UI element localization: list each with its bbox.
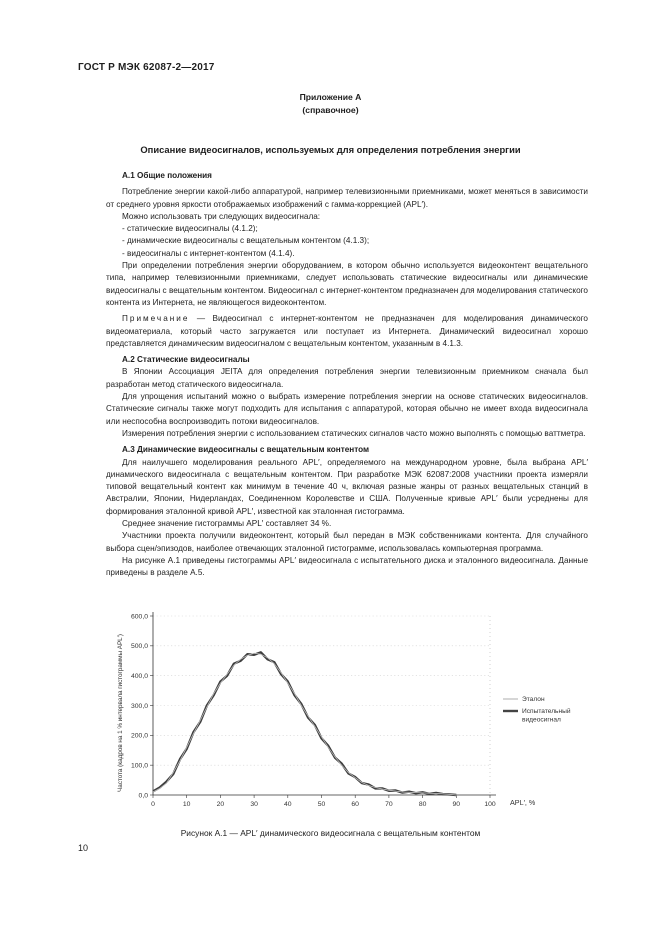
x-axis-label: APL′, % [510, 798, 536, 807]
annex-body [106, 170, 588, 580]
paragraph: Для упрощения испытаний можно о выбрать измерение потребления энергии на основе статических видеосигналов. Статические сигналы также могут подходить для испытания с аппаратурой, которая обычно не имеет входа видеосигнала или неспособна воспроизводить потоки видеосигналов. [106, 392, 588, 426]
x-tick-label: 100 [484, 801, 496, 808]
chart-series [153, 652, 456, 795]
y-tick-label: 300,0 [130, 702, 148, 710]
y-tick-label: 200,0 [130, 732, 148, 740]
x-tick-label: 10 [182, 801, 191, 808]
x-tick-label: 40 [284, 801, 292, 808]
legend-label-test-signal [522, 707, 572, 724]
chart-legend [503, 696, 572, 724]
x-tick-label: 70 [385, 801, 393, 808]
paragraph: На рисунке А.1 приведены гистограммы APL′ видеосигнала с испытательного диска и эталонного видеосигнала. Данные приведены в разделе А.5. [106, 555, 588, 578]
section-heading-a2: А.2 Статические видеосигналы [122, 355, 250, 365]
annex-main-title: Описание видеосигналов, используемых для определения потребления энергии [140, 144, 521, 155]
chart-axes [153, 612, 496, 795]
y-tick-label: 600,0 [130, 613, 148, 621]
x-tick-label: 30 [250, 801, 258, 808]
annex-title: Приложение А [299, 92, 362, 102]
paragraph: В Японии Ассоциация JEITA для определения потребления энергии телевизионным приемником сначала был разработан метод статического видеосигнала. [106, 367, 588, 389]
y-tick-labels [131, 613, 153, 799]
annex-subtitle: (справочное) [302, 105, 359, 115]
list-item: - динамические видеосигналы с вещательным контентом (4.1.3); [122, 236, 370, 246]
x-tick-label: 80 [418, 801, 427, 808]
paragraph: Измерения потребления энергии с использованием статических сигналов часто можно выполнять с помощью ваттметра. [122, 428, 586, 438]
list-item: - статические видеосигналы (4.1.2); [122, 224, 258, 234]
paragraph: Участники проекта получили видеоконтент, который был передан в МЭК собственниками контента. Для случайного выбора сцен/эпизодов, наиболее отвечающих эталонной гистограмме, использовалась компьютерная программа. [106, 531, 588, 553]
paragraph: Среднее значение гистограммы APL′ составляет 34 %. [122, 519, 332, 529]
y-axis-label: Частота (кадров на 1 % интервала гистограммы APL′) [117, 634, 124, 792]
x-tick-label: 90 [452, 801, 461, 808]
standard-code: ГОСТ Р МЭК 62087-2—2017 [78, 62, 215, 73]
paragraph: Для наилучшего моделирования реального APL′, определяемого на международном уровне, была выбрана APL′ динамического видеосигнала с вещательным контентом. При разработке МЭК 62087:2008 участники проекта измеряли типовой вещательный контент как минимум в течение 40 ч, включая разные жанры от разных вещательных станций в Австралии, Японии, Нидерландах, Соединенном Королевстве и США. Полученные кривые APL′ были усреднены для формирования эталонной кривой APL′, известной как эталонная гистограмма. [106, 457, 588, 516]
legend-label-line-2: видеосигнал [522, 716, 561, 724]
y-tick-label: 0,0 [138, 792, 148, 800]
legend-label-line-1: Испытательный [522, 708, 571, 715]
note [106, 313, 588, 350]
y-tick-label: 400,0 [130, 672, 148, 680]
page-number: 10 [78, 843, 89, 853]
x-tick-label: 60 [351, 801, 359, 808]
series-line-reference-overlay [153, 653, 456, 795]
note-text: — Видеосигнал с интернет-контентом не предназначен для моделирования динамического видеоматериала, который часто загружается или поступает из Интернета. Динамический видеосигнал хорошо представляется динамическим видеосигналом с вещательным контентом, указанным в 4.1.3. [106, 314, 588, 348]
legend-label-reference: Эталон [522, 696, 545, 703]
note-label: Примечание [122, 314, 190, 324]
figure-caption: Рисунок А.1 — APL′ динамического видеосигнала с вещательным контентом [180, 828, 481, 838]
paragraph: При определении потребления энергии оборудованием, в котором обычно используется видеоконтент вещательного типа, например телевизионными приемниками, следует использовать статические видеосигналы или динамические видеосигналы с вещательным контентом. Видеосигнал с интернет-контентом предназначен для моделирования статического контента из Интернета, не являющегося видеоконтентом. [106, 261, 588, 307]
x-tick-label: 20 [216, 801, 225, 808]
x-tick-label: 0 [151, 801, 155, 808]
y-tick-label: 100,0 [130, 762, 148, 770]
apl-histogram-chart [100, 603, 600, 818]
paragraph: Можно использовать три следующих видеосигнала: [122, 211, 321, 221]
list-item: - видеосигналы с интернет-контентом (4.1.4). [122, 248, 295, 258]
chart-grid [153, 616, 490, 765]
paragraph: Потребление энергии какой-либо аппаратурой, например телевизионными приемниками, может меняться в зависимости от среднего уровня яркости отображаемых изображений с гамма-коррекцией (APL′). [106, 187, 588, 209]
y-tick-label: 500,0 [130, 643, 148, 651]
section-heading-a3: А.3 Динамические видеосигналы с вещательным контентом [122, 445, 370, 455]
section-heading-a1: А.1 Общие положения [122, 171, 212, 180]
x-tick-label: 50 [317, 801, 326, 808]
x-tick-labels [151, 795, 496, 808]
